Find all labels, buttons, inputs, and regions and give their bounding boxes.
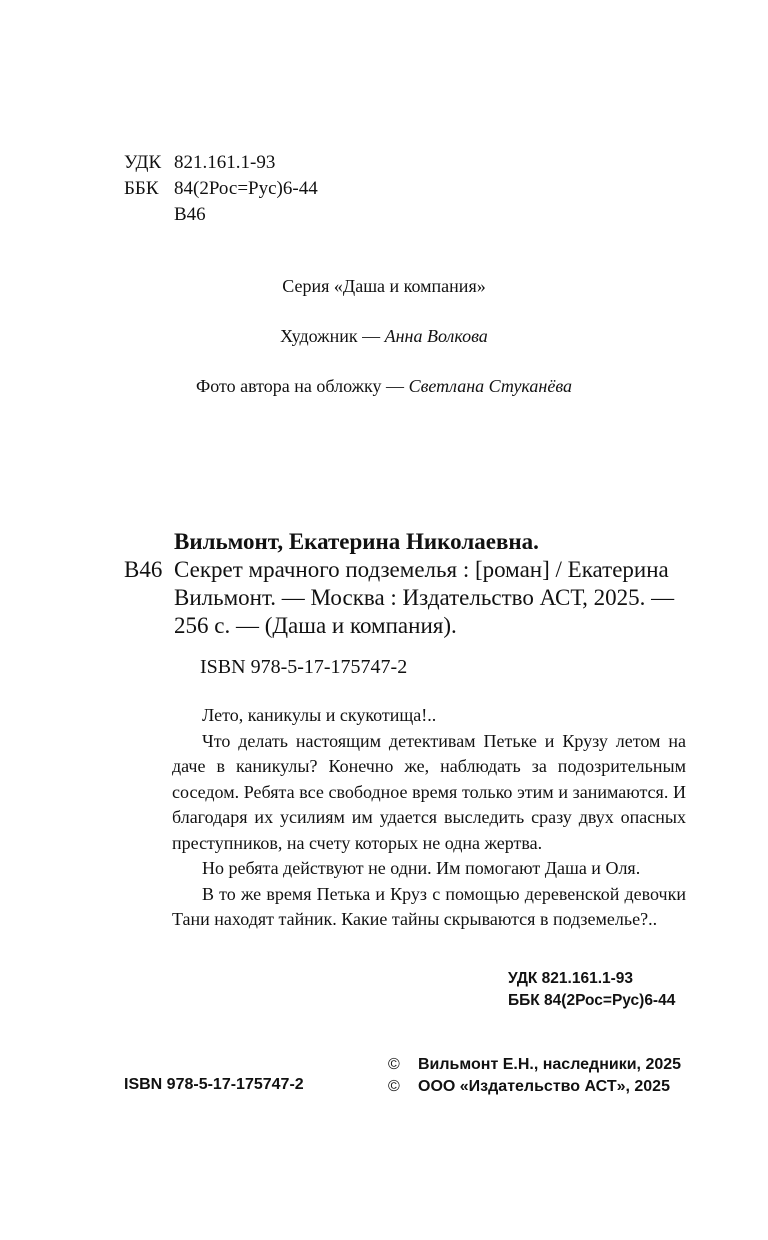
copyright-text-2: ООО «Издательство АСТ», 2025 [418,1078,670,1095]
entry-code: В46 [124,557,163,582]
artist-line [0,326,768,347]
copyright-line-2 [388,1076,681,1098]
annotation-paragraph: Лето, каникулы и скукотища!.. [202,705,437,725]
bibliographic-entry [124,556,684,640]
isbn-record: ISBN 978-5-17-175747-2 [200,656,408,678]
author-heading: Вильмонт, Екатерина Николаевна. [174,529,539,554]
photo-name: Светлана Стуканёва [408,376,573,396]
photo-prefix: Фото автора на обложку — [195,376,405,396]
bbk-label: ББК [124,178,159,199]
bibliographic-record [124,528,684,640]
bbk-value: 84(2Рос=Рус)6-44 [174,178,318,199]
series-prefix: Серия [282,276,330,296]
bbk-right: ББК 84(2Рос=Рус)6-44 [508,992,676,1009]
annotation-paragraph: В то же время Петька и Круз с помощью деревенской девочки Тани находят тайник. Какие тайны скрываются в подземелье?.. [172,883,686,929]
copyright-line-1 [388,1054,681,1076]
series-name: «Даша и компания» [333,276,486,296]
isbn-bottom: ISBN 978-5-17-175747-2 [124,1076,304,1093]
annotation-paragraph: Что делать настоящим детективам Петьке и Крузу летом на даче в каникулы? Конечно же, наблюдать за подозрительным соседом. Ребята все свободное время только этим и занимаются. И благодаря их усилиям им удается выследить сразу двух опасных преступников, на счету которых не одна жертва. [172,730,686,853]
artist-prefix: Художник — [280,326,381,346]
classification-codes [124,150,318,228]
author-mark-row [124,202,318,228]
copyright-symbol: © [388,1078,400,1095]
artist-name: Анна Волкова [384,326,488,346]
udk-value: 821.161.1-93 [174,152,276,173]
codes-right [508,968,675,1012]
photo-credit-line [0,376,768,397]
annotation-paragraph: Но ребята действуют не одни. Им помогают Даша и Оля. [202,858,641,878]
udk-right: УДК 821.161.1-93 [508,970,634,987]
author-mark: В46 [174,204,206,225]
entry-description: Секрет мрачного подземелья : [роман] / Екатерина Вильмонт. — Москва : Издательство АСТ, 2025. — 256 с. — (Даша и компания). [174,557,675,638]
copyright-text-1: Вильмонт Е.Н., наследники, 2025 [418,1056,682,1073]
udk-row [124,150,318,176]
annotation [172,703,686,933]
copyright-symbol: © [388,1056,400,1073]
udk-label: УДК [124,152,162,173]
bbk-row [124,176,318,202]
series-line [0,276,768,297]
copyright-block [388,1054,681,1098]
